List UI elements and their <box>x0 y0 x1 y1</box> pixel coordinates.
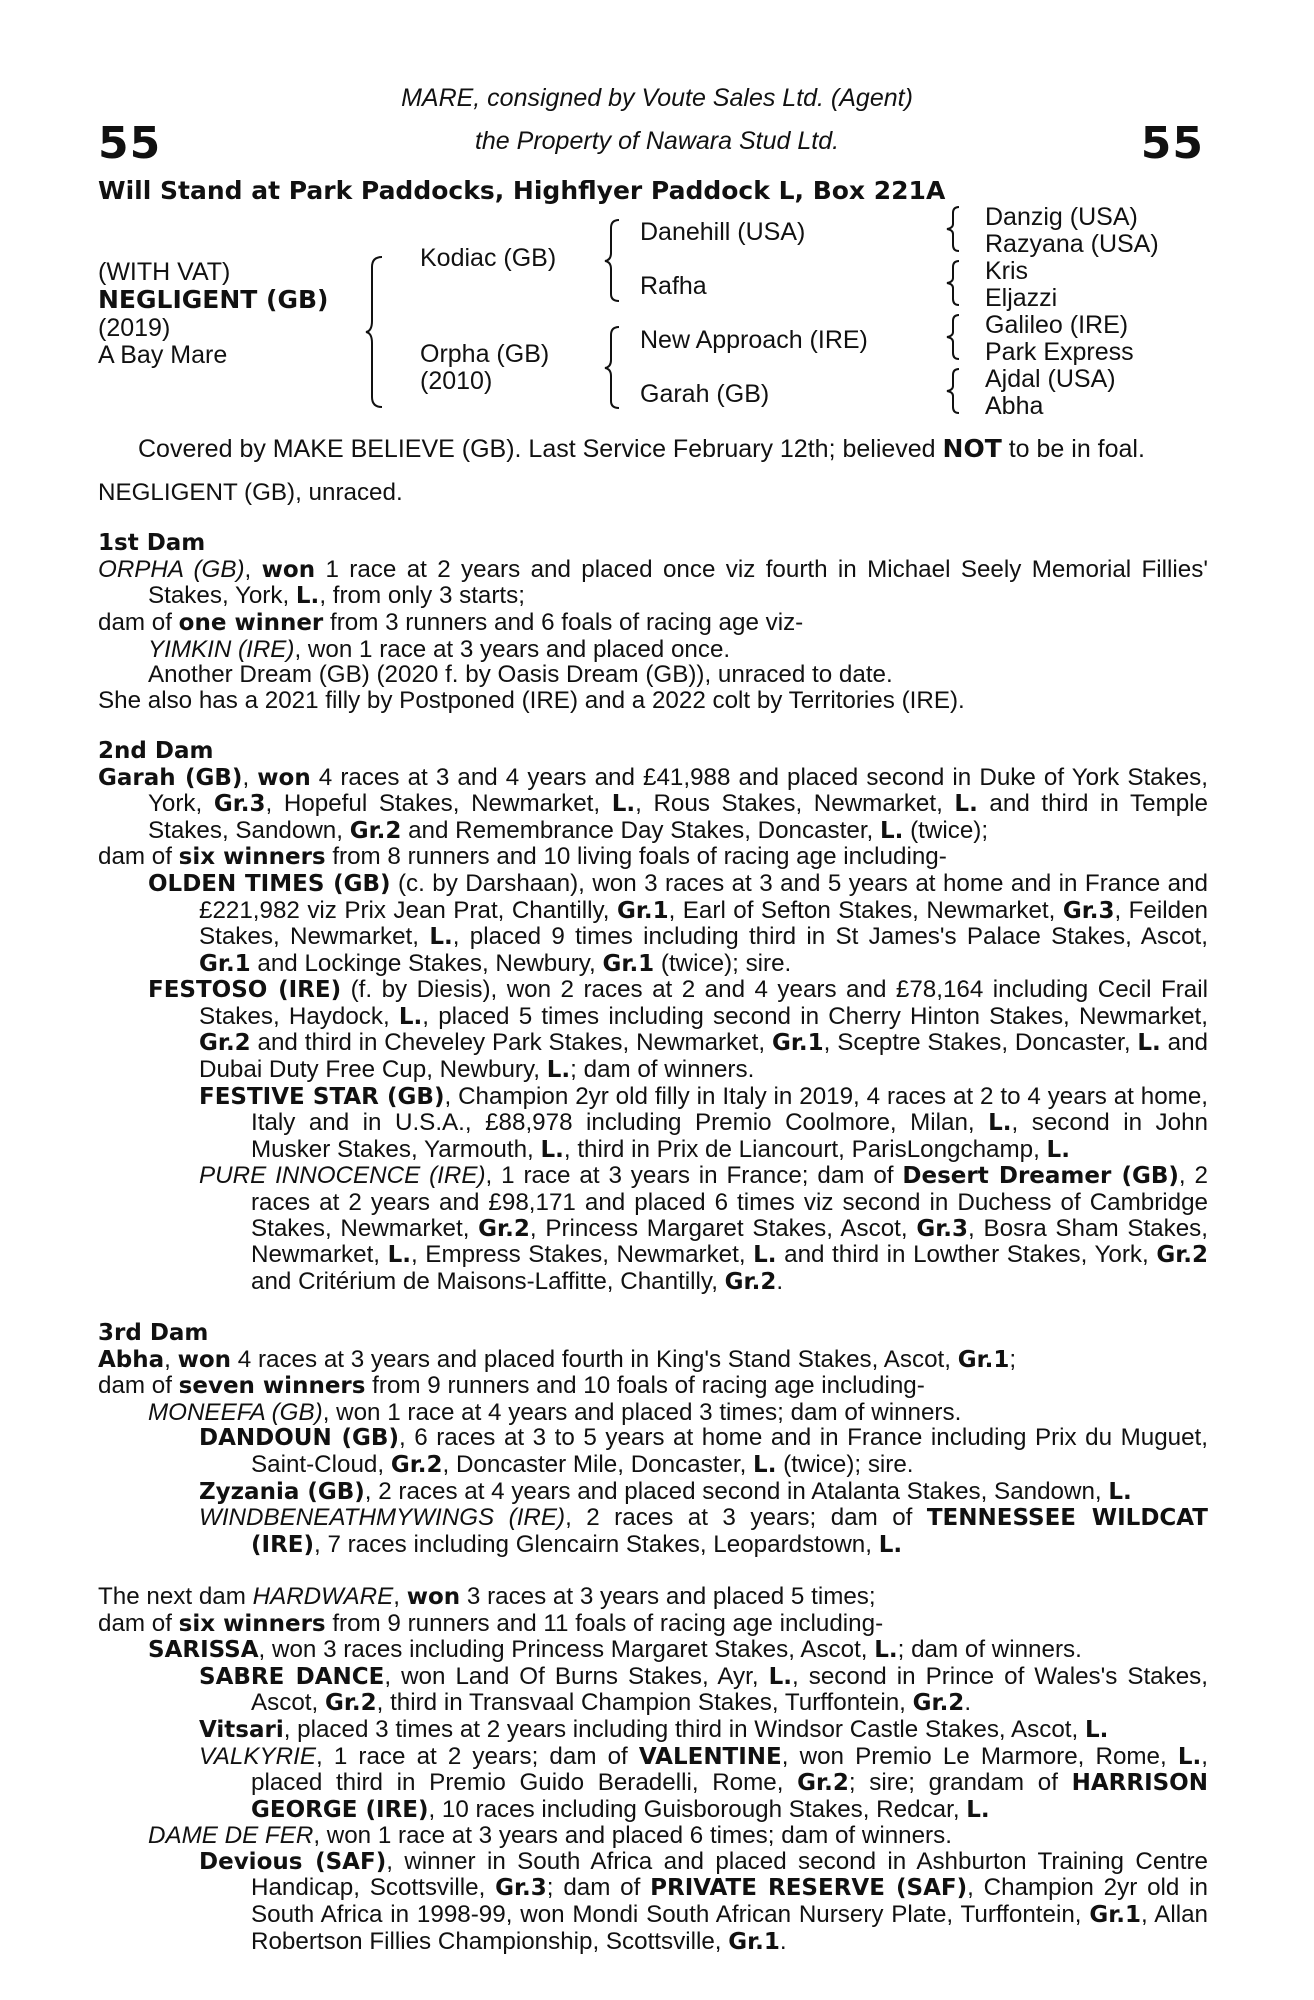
race-record: NEGLIGENT (GB), unraced. <box>98 479 403 506</box>
brace-gen3-3 <box>945 313 963 361</box>
moneefa-entry: MONEEFA (GB), won 1 race at 4 years and placed 3 times; dam of winners. <box>148 1398 962 1426</box>
brace-gen2-sire <box>603 218 623 303</box>
festive-star-entry: FESTIVE STAR (GB), Champion 2yr old filly in Italy in 2019, 4 races at 2 to 4 years at home, Italy and in U.S.A., £88,978 including Premio Coolmore, Milan, L., second in John Musker Stakes, Yarmouth, L., third in Prix de Liancourt, ParisLongchamp, L. <box>199 1082 1208 1163</box>
ddd: Abha <box>985 392 1044 420</box>
dam-dam: Garah (GB) <box>640 380 770 408</box>
third-dam-heading: 3rd Dam <box>98 1320 209 1346</box>
third-dam-record: Abha, won 4 races at 3 years and placed fourth in King's Stand Stakes, Ascot, Gr.1; <box>98 1345 1017 1373</box>
next-dam-produce: dam of six winners from 9 runners and 11 foals of racing age including- <box>98 1609 884 1637</box>
sire: Kodiac (GB) <box>420 244 557 272</box>
first-dam-record: ORPHA (GB), won 1 race at 2 years and placed once viz fourth in Michael Seely Memorial Fillies' Stakes, York, L., from only 3 starts; <box>98 555 1208 610</box>
dss: Galileo (IRE) <box>985 311 1129 339</box>
dds: Ajdal (USA) <box>985 365 1116 393</box>
vitsari-entry: Vitsari, placed 3 times at 2 years including third in Windsor Castle Stakes, Ascot, L. <box>199 1715 1109 1743</box>
consignor-line: MARE, consigned by Voute Sales Ltd. (Agent) <box>401 84 913 112</box>
vat-note: (WITH VAT) <box>98 258 231 286</box>
first-dam-foal-2: Another Dream (GB) (2020 f. by Oasis Dream (GB)), unraced to date. <box>148 661 893 689</box>
sds: Kris <box>985 257 1029 285</box>
olden-times-entry: OLDEN TIMES (GB) (c. by Darshaan), won 3 races at 3 and 5 years at home and in France and £221,982 viz Prix Jean Prat, Chantilly, Gr.1, Earl of Sefton Stakes, Newmarket, Gr.3, Feilden Stakes, Newmarket, L., placed 9 times including third in St James's Palace Stakes, Ascot, Gr.1 and Lockinge Stakes, Newbury, Gr.1 (twice); sire. <box>148 869 1208 977</box>
property-line: the Property of Nawara Stud Ltd. <box>474 127 840 155</box>
festoso-entry: FESTOSO (IRE) (f. by Diesis), won 2 races at 2 and 4 years and £78,164 including Cecil Frail Stakes, Haydock, L., placed 5 times including second in Cherry Hinton Stakes, Newmarket, Gr.2 and third in Cheveley Park Stakes, Newmarket, Gr.1, Sceptre Stakes, Doncaster, L. and Dubai Duty Free Cup, Newbury, L.; dam of winners. <box>148 976 1209 1084</box>
horse-name: NEGLIGENT (GB) <box>98 285 329 314</box>
sire-dam: Rafha <box>640 272 707 300</box>
horse-year: (2019) <box>98 314 171 342</box>
first-dam-heading: 1st Dam <box>98 530 206 557</box>
dam: Orpha (GB) <box>420 340 550 368</box>
brace-gen3-2 <box>945 259 963 307</box>
horse-description: A Bay Mare <box>98 341 228 369</box>
sire-sire: Danehill (USA) <box>640 218 806 246</box>
sarissa-entry: SARISSA, won 3 races including Princess Margaret Stakes, Ascot, L.; dam of winners. <box>148 1636 1082 1664</box>
dame-de-fer-entry: DAME DE FER, won 1 race at 3 years and placed 6 times; dam of winners. <box>148 1822 952 1850</box>
dam-year: (2010) <box>420 367 493 395</box>
devious-entry: Devious (SAF), winner in South Africa and placed second in Ashburton Training Centre Handicap, Scottsville, Gr.3; dam of PRIVATE RESERVE (SAF), Champion 2yr old in South Africa in 1998-99, won Mondi South African Nursery Plate, Turffontein, Gr.1, Allan Robertson Fillies Championship, Scottsville, Gr.1. <box>199 1847 1208 1955</box>
lot-number-right: 55 <box>1140 118 1204 169</box>
ssd: Razyana (USA) <box>985 230 1159 258</box>
sabre-dance-entry: SABRE DANCE, won Land Of Burns Stakes, Ayr, L., second in Prince of Wales's Stakes, Ascot, Gr.2, third in Transvaal Champion Stakes, Turffontein, Gr.2. <box>199 1662 1208 1717</box>
valkyrie-entry: VALKYRIE, 1 race at 2 years; dam of VALENTINE, won Premio Le Marmore, Rome, L., placed third in Premio Guido Beradelli, Rome, Gr.2; sire; grandam of HARRISON GEORGE (IRE), 10 races including Guisborough Stakes, Redcar, L. <box>199 1742 1208 1823</box>
dam-sire: New Approach (IRE) <box>640 326 868 354</box>
sdd: Eljazzi <box>985 284 1058 312</box>
lot-number-left: 55 <box>98 118 162 169</box>
second-dam-record: Garah (GB), won 4 races at 3 and 4 years and £41,988 and placed second in Duke of York Stakes, York, Gr.3, Hopeful Stakes, Newmarket, L., Rous Stakes, Newmarket, L. and third in Temple Stakes, Sandown, Gr.2 and Remembrance Day Stakes, Doncaster, L. (twice); <box>98 763 1208 844</box>
second-dam-heading: 2nd Dam <box>98 737 214 764</box>
covered-note: Covered by MAKE BELIEVE (GB). Last Service February 12th; believed NOT to be in foal. <box>138 434 1145 463</box>
first-dam-also: She also has a 2021 filly by Postponed (IRE) and a 2022 colt by Territories (IRE). <box>98 686 965 714</box>
brace-gen1 <box>364 255 386 410</box>
dandoun-entry: DANDOUN (GB), 6 races at 3 to 5 years at home and in France including Prix du Muguet, Saint-Cloud, Gr.2, Doncaster Mile, Doncaster, L. (twice); sire. <box>199 1424 1208 1478</box>
windbeneath-entry: WINDBENEATHMYWINGS (IRE), 2 races at 3 years; dam of TENNESSEE WILDCAT (IRE), 7 races including Glencairn Stakes, Leopardstown, L. <box>199 1504 1209 1558</box>
stand-location: Will Stand at Park Paddocks, Highflyer Paddock L, Box 221A <box>98 176 946 205</box>
brace-gen2-dam <box>603 325 623 410</box>
dsd: Park Express <box>985 338 1134 366</box>
first-dam-produce: dam of one winner from 3 runners and 6 foals of racing age viz- <box>98 608 804 636</box>
sss: Danzig (USA) <box>985 203 1138 231</box>
brace-gen3-1 <box>945 205 963 253</box>
third-dam-produce: dam of seven winners from 9 runners and 10 foals of racing age including- <box>98 1372 925 1400</box>
first-dam-foal-1: YIMKIN (IRE), won 1 race at 3 years and placed once. <box>148 635 731 663</box>
brace-gen3-4 <box>945 367 963 415</box>
zyzania-entry: Zyzania (GB), 2 races at 4 years and placed second in Atalanta Stakes, Sandown, L. <box>199 1477 1132 1505</box>
second-dam-produce: dam of six winners from 8 runners and 10 living foals of racing age including- <box>98 843 947 871</box>
catalogue-body <box>98 480 1208 1955</box>
next-dam-record: The next dam HARDWARE, won 3 races at 3 years and placed 5 times; <box>98 1582 876 1610</box>
pure-innocence-entry: PURE INNOCENCE (IRE), 1 race at 3 years in France; dam of Desert Dreamer (GB), 2 races at 2 years and £98,171 and placed 6 times viz second in Duchess of Cambridge Stakes, Newmarket, Gr.2, Princess Margaret Stakes, Ascot, Gr.3, Bosra Sham Stakes, Newmarket, L., Empress Stakes, Newmarket, L. and third in Lowther Stakes, York, Gr.2 and Critérium de Maisons-Laffitte, Chantilly, Gr.2. <box>199 1162 1208 1295</box>
